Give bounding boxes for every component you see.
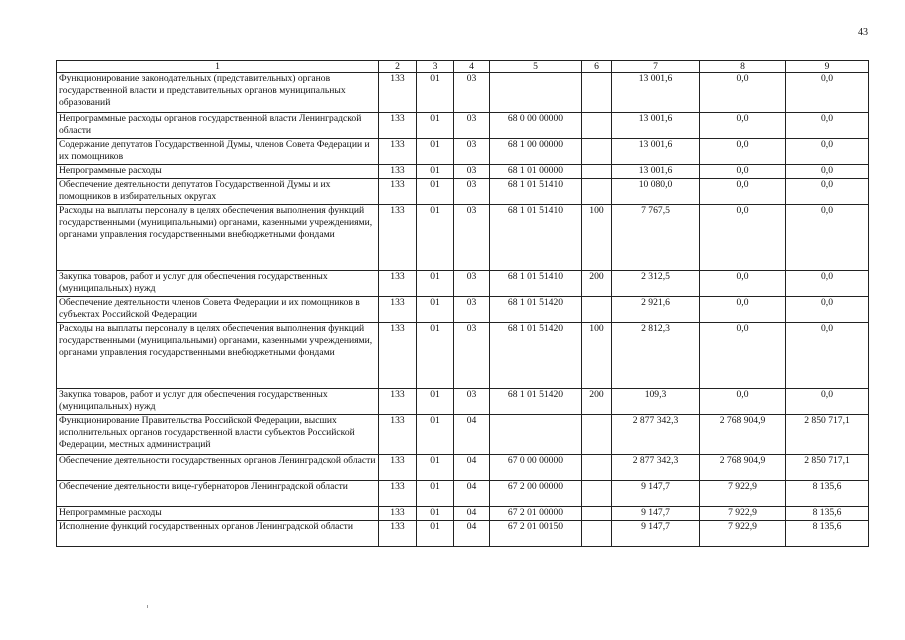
amount-cell: 2 850 717,1 [786,415,869,455]
amount-cell: 109,3 [612,389,700,415]
expense-type-cell [582,113,612,139]
section-cell: 01 [417,455,454,481]
subsection-cell: 03 [454,323,490,389]
table-row [57,507,869,521]
amount-cell: 9 147,7 [612,481,700,507]
code-cell: 133 [379,271,417,297]
section-cell: 01 [417,139,454,165]
code-cell: 133 [379,179,417,205]
row-name: Закупка товаров, работ и услуг для обеспечения государственных (муниципальных) нужд [57,271,379,297]
amount-cell: 7 922,9 [700,481,786,507]
subsection-cell: 03 [454,113,490,139]
row-name: Обеспечение деятельности депутатов Государственной Думы и их помощников в избирательных округах [57,179,379,205]
expense-type-cell [582,179,612,205]
expense-type-cell [582,165,612,179]
row-name: Непрограммные расходы [57,165,379,179]
header-cell: 1 [57,61,379,73]
code-cell: 133 [379,297,417,323]
code-cell: 133 [379,507,417,521]
section-cell: 01 [417,113,454,139]
row-name: Расходы на выплаты персоналу в целях обеспечения выполнения функций государственными (муниципальными) органами, казенными учреждениями, органами управления государственными внебюджетными фондами [57,205,379,271]
section-cell: 01 [417,73,454,113]
target-article-cell [490,73,582,113]
target-article-cell: 68 1 01 51420 [490,323,582,389]
subsection-cell: 03 [454,271,490,297]
amount-cell: 0,0 [700,389,786,415]
section-cell: 01 [417,481,454,507]
section-cell: 01 [417,507,454,521]
amount-cell: 0,0 [700,113,786,139]
expense-type-cell [582,415,612,455]
target-article-cell: 68 1 01 00000 [490,165,582,179]
amount-cell: 13 001,6 [612,73,700,113]
section-cell: 01 [417,389,454,415]
amount-cell: 0,0 [700,271,786,297]
expense-type-cell [582,481,612,507]
header-cell: 8 [700,61,786,73]
target-article-cell: 68 1 01 51420 [490,297,582,323]
amount-cell: 0,0 [786,73,869,113]
amount-cell: 0,0 [786,165,869,179]
amount-cell: 2 850 717,1 [786,455,869,481]
code-cell: 133 [379,481,417,507]
subsection-cell: 04 [454,415,490,455]
amount-cell: 0,0 [700,297,786,323]
amount-cell: 2 312,5 [612,271,700,297]
section-cell: 01 [417,323,454,389]
code-cell: 133 [379,521,417,547]
amount-cell: 0,0 [786,297,869,323]
row-name: Расходы на выплаты персоналу в целях обеспечения выполнения функций государственными (муниципальными) органами, казенными учреждениями, органами управления государственными внебюджетными фондами [57,323,379,389]
amount-cell: 0,0 [786,271,869,297]
amount-cell: 7 922,9 [700,507,786,521]
amount-cell: 2 877 342,3 [612,455,700,481]
expense-type-cell [582,73,612,113]
amount-cell: 0,0 [786,179,869,205]
table-row [57,139,869,165]
header-cell: 2 [379,61,417,73]
section-cell: 01 [417,165,454,179]
target-article-cell: 68 1 01 51420 [490,389,582,415]
target-article-cell: 67 2 00 00000 [490,481,582,507]
amount-cell: 8 135,6 [786,521,869,547]
row-name: Функционирование Правительства Российской Федерации, высших исполнительных органов государственной власти субъектов Российской Федерации, местных администраций [57,415,379,455]
expense-type-cell: 200 [582,271,612,297]
amount-cell: 2 812,3 [612,323,700,389]
amount-cell: 0,0 [700,205,786,271]
amount-cell: 10 080,0 [612,179,700,205]
row-name: Обеспечение деятельности членов Совета Федерации и их помощников в субъектах Российской Федерации [57,297,379,323]
amount-cell: 8 135,6 [786,507,869,521]
row-name: Обеспечение деятельности вице-губернаторов Ленинградской области [57,481,379,507]
table-row [57,179,869,205]
target-article-cell: 67 2 01 00000 [490,507,582,521]
amount-cell: 7 922,9 [700,521,786,547]
amount-cell: 0,0 [786,389,869,415]
code-cell: 133 [379,205,417,271]
amount-cell: 0,0 [786,205,869,271]
header-cell: 3 [417,61,454,73]
table-row [57,297,869,323]
row-name: Содержание депутатов Государственной Думы, членов Совета Федерации и их помощников [57,139,379,165]
amount-cell: 2 768 904,9 [700,455,786,481]
header-row [57,61,869,73]
table-row [57,73,869,113]
row-name: Исполнение функций государственных органов Ленинградской области [57,521,379,547]
header-cell: 5 [490,61,582,73]
expense-type-cell [582,139,612,165]
code-cell: 133 [379,455,417,481]
subsection-cell: 03 [454,205,490,271]
table-row [57,271,869,297]
code-cell: 133 [379,73,417,113]
target-article-cell: 68 1 00 00000 [490,139,582,165]
expense-type-cell [582,455,612,481]
row-name: Функционирование законодательных (представительных) органов государственной власти и представительных органов муниципальных образований [57,73,379,113]
amount-cell: 13 001,6 [612,165,700,179]
subsection-cell: 04 [454,507,490,521]
table-row [57,205,869,271]
code-cell: 133 [379,165,417,179]
target-article-cell: 68 1 01 51410 [490,271,582,297]
section-cell: 01 [417,415,454,455]
section-cell: 01 [417,297,454,323]
subsection-cell: 03 [454,165,490,179]
amount-cell: 0,0 [700,323,786,389]
table-row [57,113,869,139]
amount-cell: 7 767,5 [612,205,700,271]
table-row [57,455,869,481]
header-cell: 7 [612,61,700,73]
amount-cell: 0,0 [786,139,869,165]
expense-type-cell: 100 [582,323,612,389]
amount-cell: 0,0 [700,179,786,205]
table-row [57,389,869,415]
subsection-cell: 04 [454,455,490,481]
page-number: 43 [858,27,868,38]
header-cell: 9 [786,61,869,73]
amount-cell: 9 147,7 [612,521,700,547]
row-name: Обеспечение деятельности государственных органов Ленинградской области [57,455,379,481]
section-cell: 01 [417,271,454,297]
expense-type-cell: 100 [582,205,612,271]
amount-cell: 0,0 [786,323,869,389]
amount-cell: 2 921,6 [612,297,700,323]
subsection-cell: 03 [454,73,490,113]
code-cell: 133 [379,139,417,165]
subsection-cell: 04 [454,521,490,547]
expense-type-cell: 200 [582,389,612,415]
target-article-cell: 68 0 00 00000 [490,113,582,139]
row-name: Закупка товаров, работ и услуг для обеспечения государственных (муниципальных) нужд [57,389,379,415]
code-cell: 133 [379,323,417,389]
subsection-cell: 03 [454,139,490,165]
amount-cell: 13 001,6 [612,113,700,139]
amount-cell: 0,0 [700,73,786,113]
table-row [57,521,869,547]
code-cell: 133 [379,415,417,455]
table-row [57,165,869,179]
header-cell: 6 [582,61,612,73]
section-cell: 01 [417,521,454,547]
expense-type-cell [582,521,612,547]
expense-type-cell [582,507,612,521]
subsection-cell: 04 [454,481,490,507]
amount-cell: 8 135,6 [786,481,869,507]
table-row [57,415,869,455]
code-cell: 133 [379,113,417,139]
amount-cell: 2 877 342,3 [612,415,700,455]
amount-cell: 13 001,6 [612,139,700,165]
row-name: Непрограммные расходы органов государственной власти Ленинградской области [57,113,379,139]
code-cell: 133 [379,389,417,415]
row-name: Непрограммные расходы [57,507,379,521]
subsection-cell: 03 [454,389,490,415]
table-row [57,481,869,507]
subsection-cell: 03 [454,179,490,205]
amount-cell: 0,0 [700,165,786,179]
target-article-cell: 68 1 01 51410 [490,179,582,205]
amount-cell: 9 147,7 [612,507,700,521]
table-row [57,323,869,389]
section-cell: 01 [417,205,454,271]
section-cell: 01 [417,179,454,205]
budget-table [56,60,869,547]
scan-speck [147,605,148,608]
target-article-cell: 67 0 00 00000 [490,455,582,481]
amount-cell: 0,0 [700,139,786,165]
header-cell: 4 [454,61,490,73]
amount-cell: 0,0 [786,113,869,139]
target-article-cell: 67 2 01 00150 [490,521,582,547]
target-article-cell: 68 1 01 51410 [490,205,582,271]
subsection-cell: 03 [454,297,490,323]
target-article-cell [490,415,582,455]
amount-cell: 2 768 904,9 [700,415,786,455]
expense-type-cell [582,297,612,323]
